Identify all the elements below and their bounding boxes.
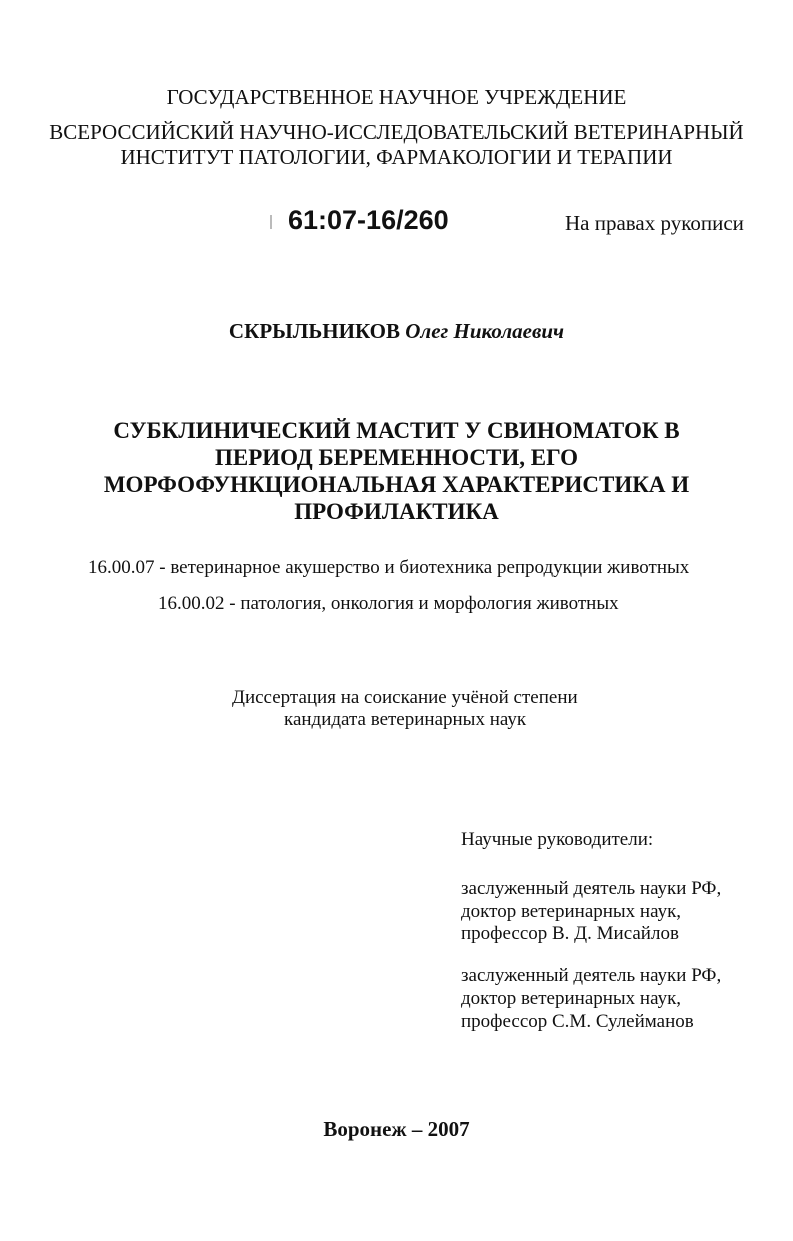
degree-line-1: Диссертация на соискание учёной степени [232, 687, 578, 708]
catalog-code: 61:07-16/260 [288, 205, 449, 235]
city-year: Воронеж – 2007 [323, 1117, 470, 1141]
dissertation-title [0, 417, 793, 525]
specialty-1: 16.00.07 - ветеринарное акушерство и биотехника репродукции животных [88, 557, 690, 578]
supervisor-2-degree: доктор ветеринарных наук, [461, 988, 682, 1009]
supervisor-1-degree: доктор ветеринарных наук, [461, 901, 682, 922]
author-given-name: Олег Николаевич [405, 319, 565, 343]
degree-line-2: кандидата ветеринарных наук [284, 709, 527, 730]
rights-note: На правах рукописи [565, 211, 744, 235]
institution-name-line1: ВСЕРОССИЙСКИЙ НАУЧНО-ИССЛЕДОВАТЕЛЬСКИЙ ВЕТЕРИНАРНЫЙ [49, 120, 744, 144]
scan-artifact-mark [270, 215, 272, 229]
supervisor-2-name: профессор С.М. Сулейманов [461, 1011, 694, 1032]
supervisor-1-name: профессор В. Д. Мисайлов [461, 923, 679, 944]
author-surname: СКРЫЛЬНИКОВ [228, 319, 401, 343]
institution-type: ГОСУДАРСТВЕННОЕ НАУЧНОЕ УЧРЕЖДЕНИЕ [166, 85, 627, 109]
title-line-3: МОРФОФУНКЦИОНАЛЬНАЯ ХАРАКТЕРИСТИКА И [103, 472, 690, 497]
supervisor-1-title: заслуженный деятель науки РФ, [461, 878, 722, 899]
supervisor-2-title: заслуженный деятель науки РФ, [461, 965, 722, 986]
supervisors-heading: Научные руководители: [461, 829, 654, 850]
title-line-1: СУБКЛИНИЧЕСКИЙ МАСТИТ У СВИНОМАТОК В [113, 418, 680, 443]
title-line-2: ПЕРИОД БЕРЕМЕННОСТИ, ЕГО [214, 445, 579, 470]
author-name [0, 318, 793, 344]
specialty-2: 16.00.02 - патология, онкология и морфология животных [158, 593, 619, 614]
title-line-4: ПРОФИЛАКТИКА [294, 499, 499, 524]
institution-name-line2: ИНСТИТУТ ПАТОЛОГИИ, ФАРМАКОЛОГИИ И ТЕРАПИИ [120, 145, 673, 169]
